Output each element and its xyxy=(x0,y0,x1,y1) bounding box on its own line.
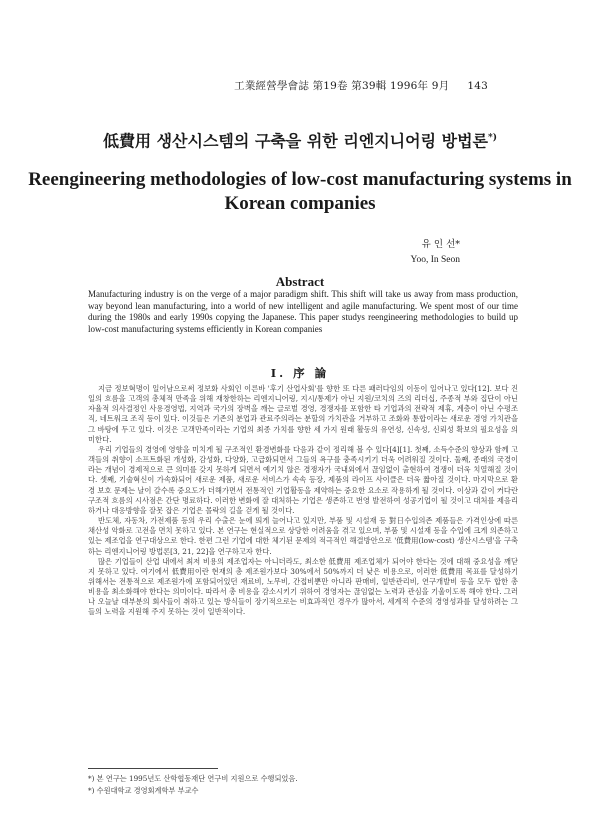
body-paragraph: 많은 기업들이 산업 내에서 최저 비용의 제조업자는 아니더라도, 최소한 低費用 제조업체가 되어야 한다는 것에 대해 중요성을 깨닫지 못하고 있다. 여기에서 低費用이란 현재의 총 제조원가보다 30%에서 50%까지 더 낮은 비용으로, 이러한 低費用 목표를 달성하기 위해서는 전통적으로 제조원가에 포함되어있던 재료비, 노무비, 간접비뿐만 아니라 판매비, 일반관리비, 연구개발비 등을 모두 합한 총 비용을 최소화해야 한다는 의미이다. 따라서 총 비용을 감소시키기 위하여 경영자는 끊임없는 노력과 관심을 기울이도록 해야 한다. 그러나 오늘날 대부분의 회사들이 취하고 있는 방식들이 장기적으로는 비효과적인 경우가 많아서, 세계적 수준의 경영성과를 달성하려는 그들의 노력을 지원해 주지 못하는 것이 일반적이다. xyxy=(88,556,518,617)
abstract-text: Manufacturing industry is on the verge of a major paradigm shift. This shift will take us away from mass production, way beyond lean manufacturing, into a world of new intelligent and agile manufacturing. We spent most of our time during the 1980s and early 1990s copying the Japanese. This paper studys reengineering methodologies to build up low-cost manufacturing systems efficiently in Korean companies xyxy=(88,289,518,334)
running-header xyxy=(234,78,488,93)
body-paragraph: 우리 기업들의 경영에 영향을 미치게 될 구조적인 환경변화를 다음과 같이 정리해 볼 수 있다[4][1]. 첫째, 소득수준의 향상과 함께 고객들의 취향이 소프트화된 개성화, 감성화, 다양화, 고급화되면서 그들의 욕구를 충족시키기 더욱 어려워질 것이다. 둘째, 종래의 국경이라는 개념이 경제적으로 큰 의미를 갖지 못하게 되면서 예기치 않은 경쟁자가 국내외에서 끊임없이 출현하여 경쟁이 더욱 치열해질 것이다. 셋째, 기술혁신이 가속화되어 새로운 제품, 새로운 서비스가 속속 등장, 제품의 라이프 사이클은 더욱 짧아질 것이다. 마지막으로 환경 보호 문제는 날이 갈수록 중요도가 더해가면서 전통적인 기업활동을 제약하는 중요한 요소로 작용하게 될 것이다. 이상과 같이 커다란 구조적 흐름의 시사점은 간단 명료하다. 이러한 변화에 잘 대처하는 기업은 생존하고 번영 발전하여 성공기업이 될 것이고 대처를 제음리 하거나 대응방향을 잘못 잡은 기업은 몰락의 길을 걷게 될 것이다. xyxy=(88,444,518,515)
body-paragraph: 반도체, 자동차, 가전제품 등의 우리 수출은 눈에 띄게 늘어나고 있지만, 부품 및 시설재 등 對日수입의존 제품들은 가격인상에 따른 채산성 악화로 고전을 면치 못하고 있다. 본 연구는 현실적으로 상당한 어려움을 겪고 있으며, 부품 및 시설재 등을 수입에 크게 의존하고 있는 제조업을 연구대상으로 한다. 한편 그런 기업에 대한 체기된 문제의 적극적인 해결방안으로 '低費用(low-cost) 생산시스템'을 구축하는 리엔지니어링 방법론[3, 21, 22]을 연구하고자 한다. xyxy=(88,516,518,556)
korean-title-text: 低費用 생산시스템의 구축을 위한 리엔지니어링 방법론 xyxy=(103,131,488,151)
page-number: 143 xyxy=(467,80,488,92)
korean-title xyxy=(0,126,600,153)
english-title: Reengineering methodologies of low-cost manufacturing systems in Korean companies xyxy=(28,169,572,214)
body-paragraph: 지금 정보혁명이 일어남으로써 정보화 사회인 이른바 '후기 산업사회'를 향한 또 다른 패러다임의 이동이 일어나고 있다[12]. 보다 진 일의 흐름을 고객의 총체적 만족을 위해 재창한하는 리엔지니어링, 지시/통제가 아닌 지원/코치의 즈의 리더십, 주종적 부와 집단이 아닌 자율적 의사결정인 사용경영법, 지역과 국가의 장벽을 깨는 글로벌 경영, 경쟁자를 포함한 타 기업과의 전략적 제휴, 계층이 아닌 수평조직, 네트워크 조직 등이 있다. 이것들은 기존의 분업과 관료주의라는 분할의 가치관을 거부하고 조화와 통합이라는 새로운 경영 가치관을 그 바탕에 두고 있다. 이것은 고객만족이라는 기업의 최종 가치를 향한 세 가지 원래 활동의 유연성, 신속성, 신뢰성 확보의 필요성을 의미한다. xyxy=(88,384,518,444)
journal-citation: 工業經營學會誌 第19卷 第39輯 1996年 9月 xyxy=(234,80,450,92)
abstract-heading: Abstract xyxy=(275,274,325,289)
author-english-name: Yoo, In Seon xyxy=(410,255,460,265)
introduction-body xyxy=(88,384,518,618)
footnotes xyxy=(88,773,518,797)
footnote-divider xyxy=(88,768,218,769)
footnote-affiliation: *) 수원대학교 경영회계학부 부교수 xyxy=(88,786,199,795)
author-korean-name: 유 인 선* xyxy=(421,239,460,250)
section-heading-introduction: I. 序 論 xyxy=(270,366,330,380)
title-footnote-mark: *) xyxy=(488,133,497,143)
footnote-funding: *) 본 연구는 1995년도 산학협동재단 연구비 지원으로 수행되었음. xyxy=(88,774,298,783)
